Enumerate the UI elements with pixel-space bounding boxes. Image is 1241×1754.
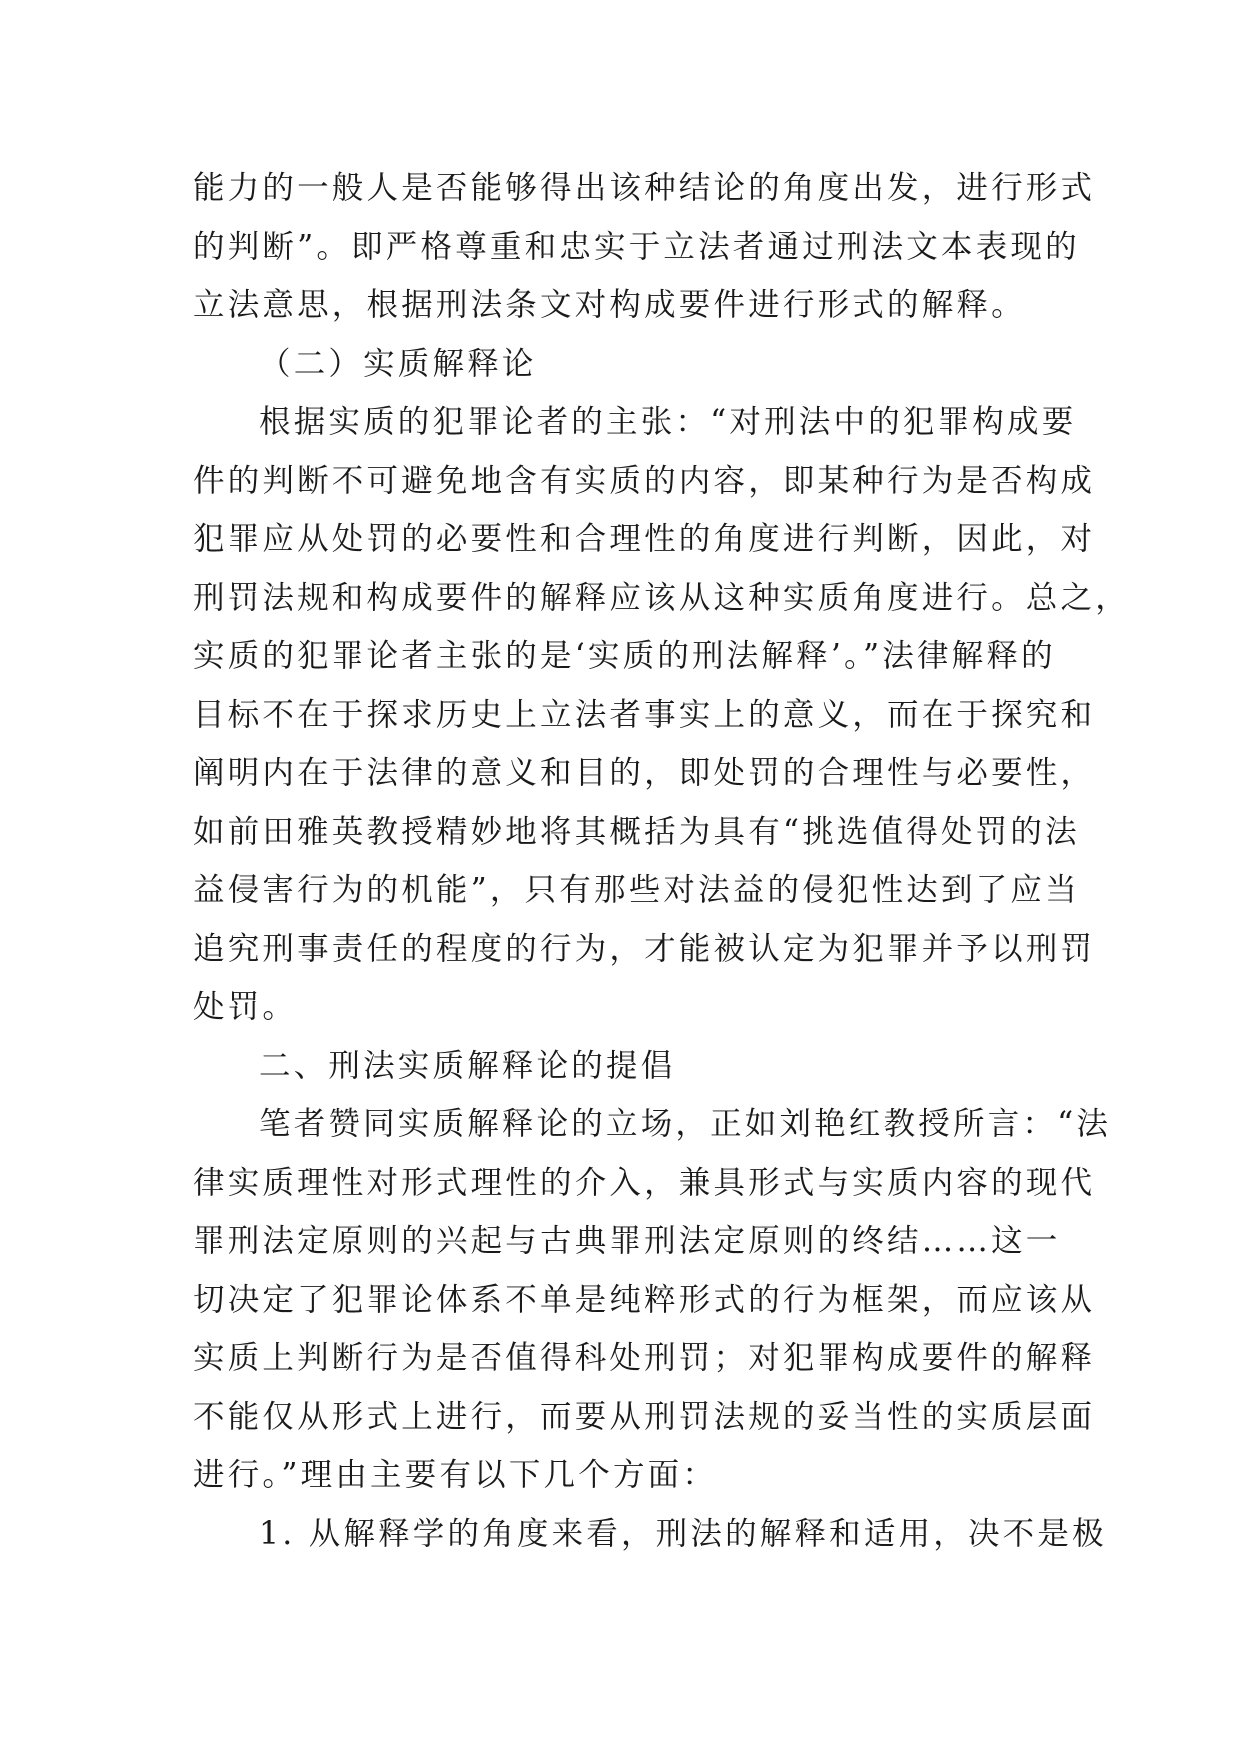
text-line: 阐明内在于法律的意义和目的，即处罚的合理性与必要性， <box>193 755 1096 791</box>
text-line: 处罚。 <box>193 989 298 1025</box>
text-line: 律实质理性对形式理性的介入，兼具形式与实质内容的现代 <box>193 1164 1096 1201</box>
text-line: 实质的犯罪论者主张的是‘实质的刑法解释’。”法律解释的 <box>193 638 1056 674</box>
text-line: 根据实质的犯罪论者的主张：“对刑法中的犯罪构成要 <box>259 404 1077 440</box>
text-line: 罪刑法定原则的兴起与古典罪刑法定原则的终结……这一 <box>193 1223 1061 1259</box>
text-line: 件的判断不可避免地含有实质的内容，即某种行为是否构成 <box>193 462 1096 499</box>
text-line: 实质上判断行为是否值得科处刑罚；对犯罪构成要件的解释 <box>193 1340 1096 1376</box>
text-line: 刑罚法规和构成要件的解释应该从这种实质角度进行。总之， <box>193 579 1130 616</box>
section-heading: （二）实质解释论 <box>259 345 537 382</box>
text-line: 能力的一般人是否能够得出该种结论的角度出发，进行形式 <box>193 170 1096 206</box>
body-text <box>193 159 1130 1563</box>
text-line: 如前田雅英教授精妙地将其概括为具有“挑选值得处罚的法 <box>193 813 1080 850</box>
text-line: 不能仅从形式上进行，而要从刑罚法规的妥当性的实质层面 <box>193 1398 1096 1435</box>
text-line: 进行。”理由主要有以下几个方面： <box>193 1457 718 1493</box>
text-line: 的判断”。即严格尊重和忠实于立法者通过刑法文本表现的 <box>193 228 1080 265</box>
text-line: 切决定了犯罪论体系不单是纯粹形式的行为框架，而应该从 <box>193 1281 1096 1318</box>
text-line: 目标不在于探求历史上立法者事实上的意义，而在于探究和 <box>193 696 1096 733</box>
section-heading: 二、刑法实质解释论的提倡 <box>259 1047 676 1084</box>
text-line: 追究刑事责任的程度的行为，才能被认定为犯罪并予以刑罚 <box>193 930 1096 967</box>
list-item: 1. 从解释学的角度来看，刑法的解释和适用，决不是极 <box>259 1515 1107 1552</box>
text-line: 笔者赞同实质解释论的立场，正如刘艳红教授所言：“法 <box>259 1106 1112 1142</box>
text-line: 立法意思，根据刑法条文对构成要件进行形式的解释。 <box>193 287 1026 323</box>
text-line: 益侵害行为的机能”，只有那些对法益的侵犯性达到了应当 <box>193 872 1080 908</box>
text-line: 犯罪应从处罚的必要性和合理性的角度进行判断，因此，对 <box>193 521 1096 557</box>
